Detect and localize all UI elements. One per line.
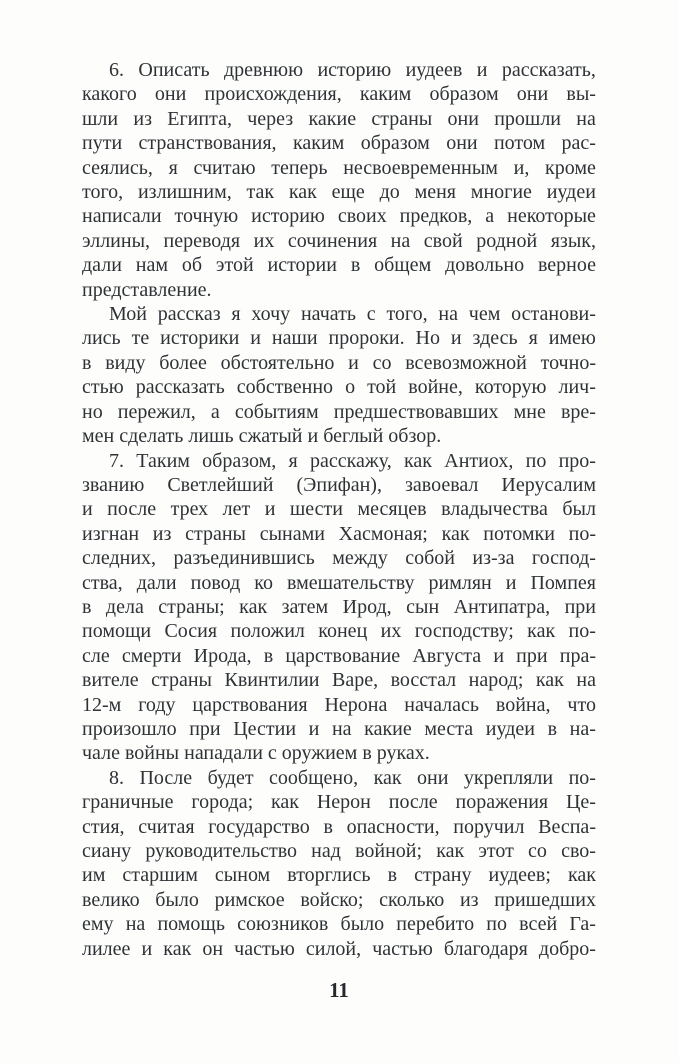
text-line: чале войны нападали с оружием в руках. <box>82 742 430 765</box>
text-line: но пережил, а событиям предшествовавших мне вре- <box>82 400 596 423</box>
text-line: вителе страны Квинтилии Варе, восстал народ; как на <box>82 669 596 692</box>
text-line: стью рассказать собственно о той войне, которую лич- <box>82 376 596 399</box>
text-line: изгнан из страны сынами Хасмоная; как потомки по- <box>82 522 596 545</box>
text-line: следних, разъединившись между собой из-за господ- <box>82 547 596 570</box>
text-line: и после трех лет и шести месяцев владычества был <box>82 498 596 521</box>
body-text <box>82 58 596 961</box>
text-line: ему на помощь союзников было перебито по всей Га- <box>82 913 596 936</box>
paragraph <box>82 302 596 448</box>
text-line: шли из Египта, через какие страны они прошли на <box>82 107 596 130</box>
text-line: 12-м году царствования Нерона началась война, что <box>82 693 596 716</box>
text-line: представление. <box>82 278 212 301</box>
text-line: стия, считая государство в опасности, поручил Веспа- <box>82 815 596 838</box>
text-line: ства, дали повод ко вмешательству римлян и Помпея <box>82 571 596 594</box>
paragraph <box>82 766 596 961</box>
text-line: эллины, переводя их сочинения на свой родной язык, <box>82 229 596 252</box>
text-line: дали нам об этой истории в общем довольно верное <box>82 254 596 277</box>
text-line: мен сделать лишь сжатый и беглый обзор. <box>82 425 442 448</box>
text-line: пути странствования, каким образом они потом рас- <box>82 132 596 155</box>
text-line: лилее и как он частью силой, частью благодаря добро- <box>82 937 596 960</box>
text-line: 7. Таким образом, я расскажу, как Антиох, по про- <box>109 449 596 472</box>
text-line: сиану руководительство над войной; как этот со сво- <box>82 840 596 862</box>
text-line: в дела страны; как затем Ирод, сын Антипатра, при <box>82 595 596 618</box>
text-line: произошло при Цестии и на какие места иудеи в на- <box>82 717 596 740</box>
text-line: 8. После будет сообщено, как они укрепляли по- <box>109 766 596 789</box>
paragraph <box>82 449 596 766</box>
text-line: лись те историки и наши пророки. Но и здесь я имею <box>82 327 596 350</box>
text-line: званию Светлейший (Эпифан), завоевал Иерусалим <box>82 473 596 496</box>
text-line: сеялись, я считаю теперь несвоевременным и, кроме <box>82 156 596 179</box>
text-line: 6. Описать древнюю историю иудеев и рассказать, <box>109 59 596 81</box>
text-line: граничные города; как Нерон после поражения Це- <box>82 791 596 814</box>
text-line: Мой рассказ я хочу начать с того, на чем останови- <box>109 303 596 326</box>
text-line: сле смерти Ирода, в царствование Августа и при пра- <box>82 644 596 667</box>
text-line: велико было римское войско; сколько из пришедших <box>82 888 596 911</box>
page-number: 11 <box>329 978 349 1002</box>
paragraph <box>82 58 596 302</box>
text-line: им старшим сыном вторглись в страну иудеев; как <box>82 864 596 887</box>
text-line: написали точную историю своих предков, а некоторые <box>82 205 596 228</box>
text-line: того, излишним, так как еще до меня многие иудеи <box>82 181 596 204</box>
text-line: в виду более обстоятельно и со всевозможной точно- <box>82 351 596 374</box>
text-line: какого они происхождения, каким образом они вы- <box>82 83 596 106</box>
text-line: помощи Сосия положил конец их господству; как по- <box>82 620 596 643</box>
